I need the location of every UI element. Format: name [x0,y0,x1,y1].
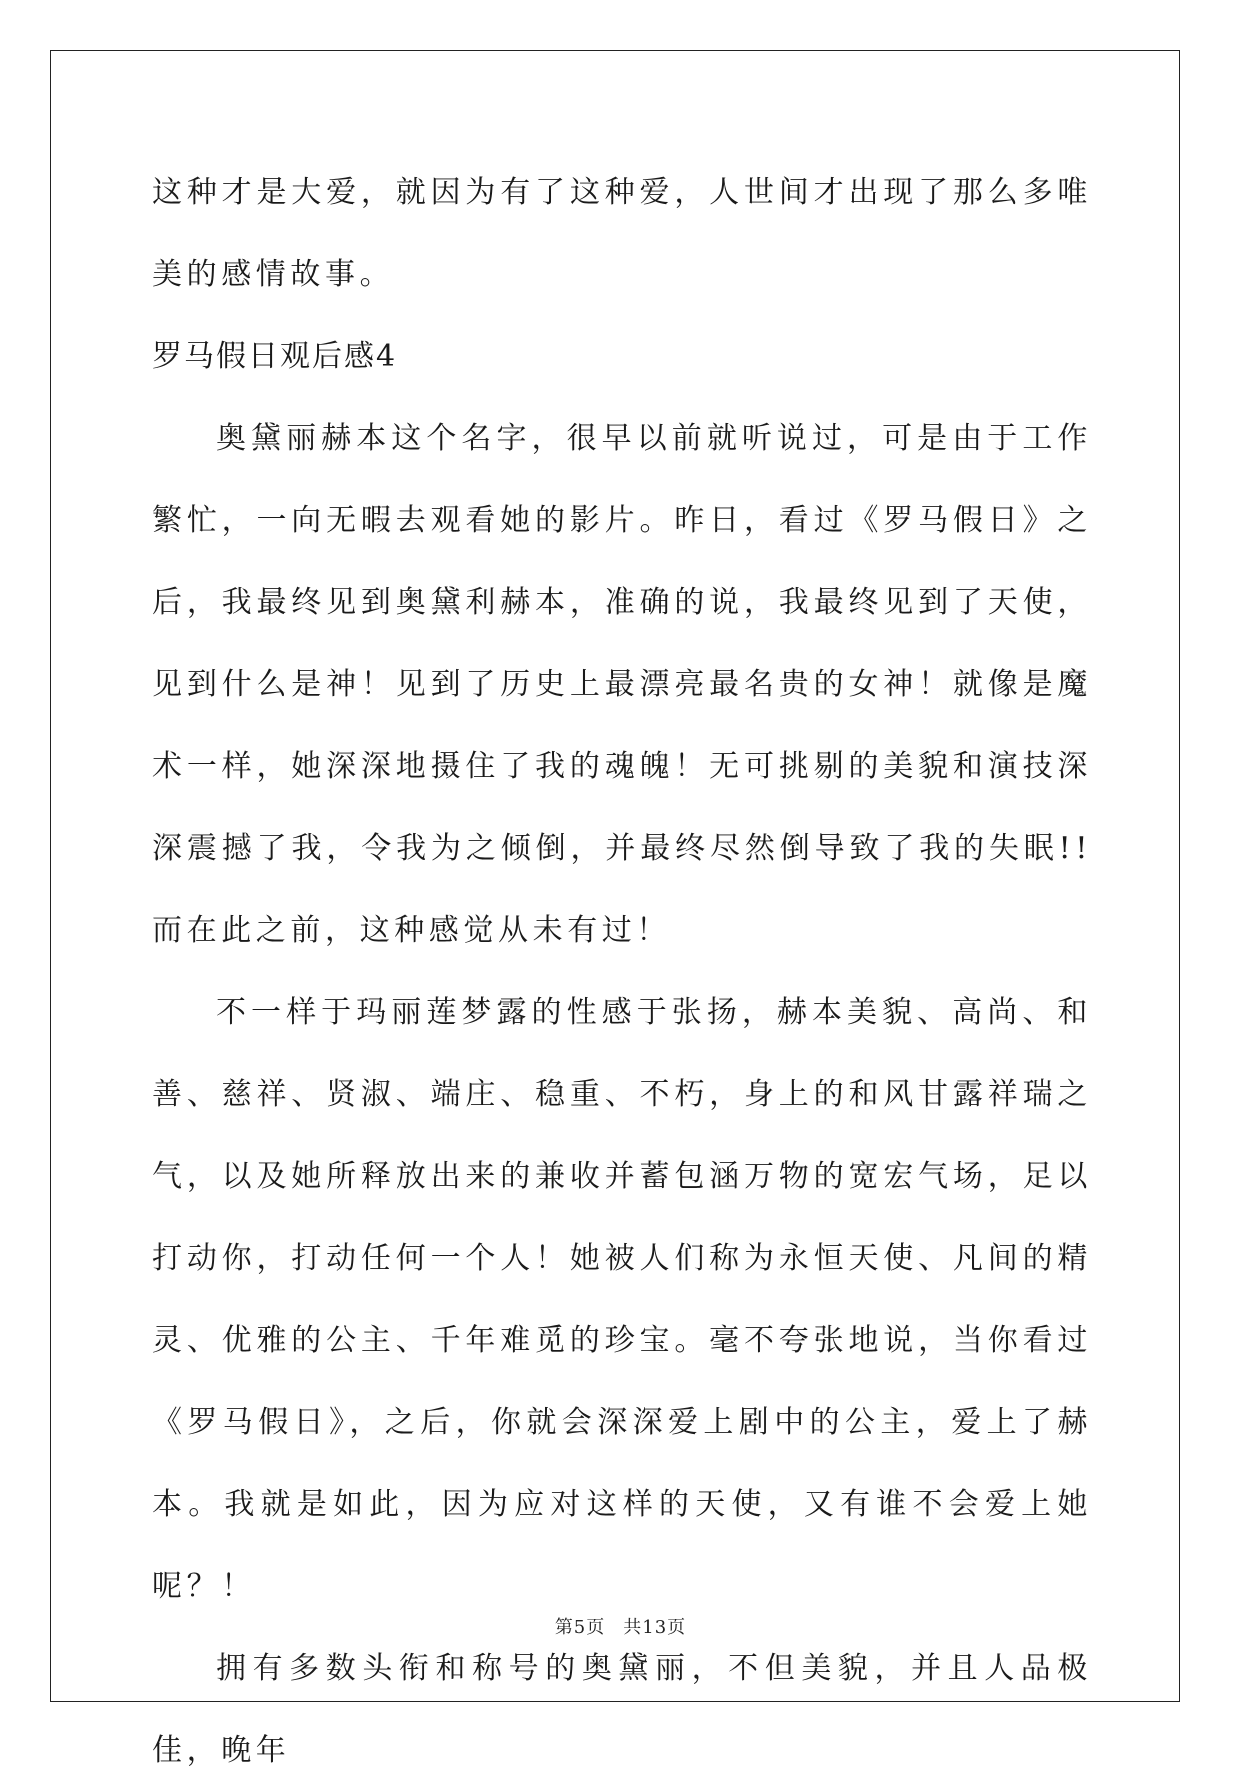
total-pages: 共13页 [623,1617,687,1638]
paragraph: 拥有多数头衔和称号的奥黛丽，不但美貌，并且人品极佳，晚年 [152,1651,1092,1768]
section-heading: 罗马假日观后感4 [152,339,398,374]
paragraph: 不一样于玛丽莲梦露的性感于张扬，赫本美貌、高尚、和善、慈祥、贤淑、端庄、稳重、不朽，身上的和风甘露祥瑞之气，以及她所释放出来的兼收并蓄包涵万物的宽宏气场，足以打动你，打动任何一个人！她被人们称为永恒天使、凡间的精灵、优雅的公主、千年难觅的珍宝。毫不夸张地说，当你看过《罗马假日》，之后，你就会深深爱上剧中的公主，爱上了赫本。我就是如此，因为应对这样的天使，又有谁不会爱上她呢？！ [152,995,1092,1604]
page-number: 第5页 [554,1617,606,1638]
page-footer [0,1613,1241,1639]
paragraph: 奥黛丽赫本这个名字，很早以前就听说过，可是由于工作繁忙，一向无暇去观看她的影片。昨日，看过《罗马假日》之后，我最终见到奥黛利赫本，准确的说，我最终见到了天使，见到什么是神！见到了历史上最漂亮最名贵的女神！就像是魔术一样，她深深地摄住了我的魂魄！无可挑剔的美貌和演技深深震撼了我，令我为之倾倒，并最终尽然倒导致了我的失眠!! 而在此之前，这种感觉从未有过！ [152,421,1092,948]
document-body [152,152,1092,1792]
paragraph: 这种才是大爱，就因为有了这种爱，人世间才出现了那么多唯美的感情故事。 [152,175,1092,292]
